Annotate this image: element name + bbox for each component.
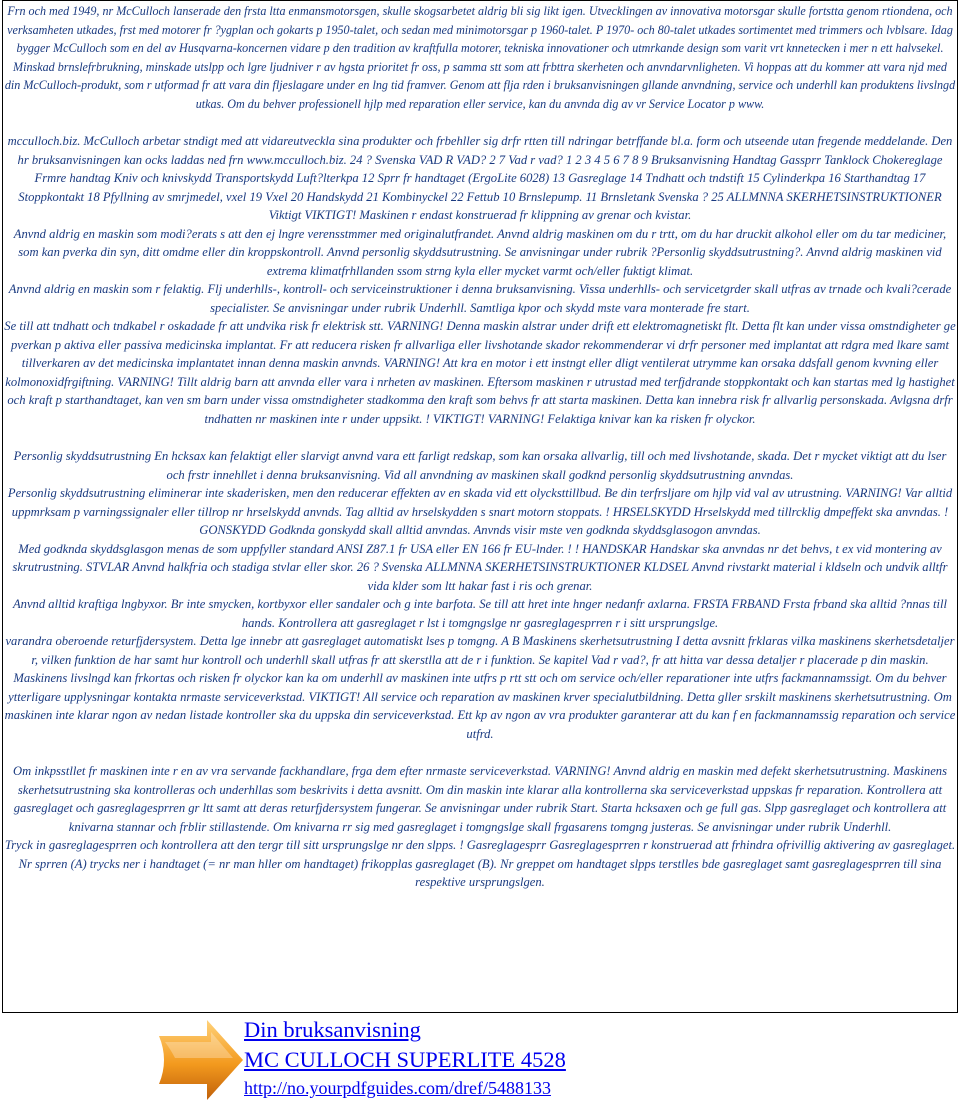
paragraph-throttle-lockout: Tryck in gasreglagesprren och kontrollera att den tergr till sitt ursprungslge nr den slpps. ! Gasreglagesprr Gasreglagesprren r konstruerad att frhindra ofrivillig aktivering av gasreglaget. Nr sprren (A) trycks ner i handtaget (= nr man hller om handtaget) frikopplas gasreglaget (B). Nr greppet om handtaget slpps terstlles bde gasreglaget samt gasreglagesprren till sina respektive ursprungslgen.: [4, 838, 956, 889]
spacer: [3, 743, 957, 762]
paragraph-clothing: Anvnd alltid kraftiga lngbyxor. Br inte smycken, kortbyxor eller sandaler och g inte barfota. Se till att hret inte hnger nedanfr axlarna. FRSTA FRBAND Frsta frband ska alltid ?nnas till hands. Kontrollera att gasreglaget r lst i tomgngslge nr gasreglagesprren r i sitt ursprungslge.: [12, 597, 948, 630]
paragraph-safety-equipment: varandra oberoende returfjdersystem. Detta lge innebr att gasreglaget automatiskt lses p tomgng. A B Maskinens skerhetsutrustning I detta avsnitt frklaras vilka maskinens skerhetsdetaljer r, vilken funktion de har samt hur kontroll och underhll skall utfras fr att skerstlla att de r i funktion. Se kapitel Vad r vad?, fr att hitta var dessa detaljer r placerade p din maskin. Maskinens livslngd kan frkortas och risken fr olyckor kan ka om underhll av maskinen inte utfrs p rtt stt och om service och/eller reparationer inte utfrs fackmannamssigt. Om du behver ytterligare upplysningar kontakta nrmaste serviceverkstad. VIKTIGT! All service och reparation av maskinen krver specialutbildning. Detta gller srskilt maskinens skerhetsutrustning. Om maskinen inte klarar ngon av nedan listade kontroller ska du uppska din serviceverkstad. Ett kp av ngon av vra produkter garanterar att du kan f en fackmannamssig reparation och service utfrd.: [4, 634, 956, 741]
footer-links: [244, 1015, 566, 1101]
spacer: [3, 428, 957, 447]
footer: [155, 1014, 955, 1113]
paragraph-maintenance: Anvnd aldrig en maskin som r felaktig. Flj underhlls-, kontroll- och serviceinstruktioner i denna bruksanvisning. Vissa underhlls- och servicetgrder skall utfras av trnade och kvali?cerade specialister. Se anvisningar under rubrik Underhll. Samtliga kpor och skydd mste vara monterade fre start.: [8, 282, 952, 315]
paragraph-service: Om inkpsstllet fr maskinen inte r en av vra servande fackhandlare, frga dem efter nrmaste serviceverkstad. VARNING! Anvnd aldrig en maskin med defekt skerhetsutrustning. Maskinens skerhetsutrustning ska kontrolleras och underhllas som beskrivits i detta avsnitt. Om din maskin inte klarar alla kontrollerna ska serviceverkstad uppskas fr reparation. Kontrollera att gasreglaget och gasreglagesprren gr ltt samt att deras returfjdersystem fungerar. Se anvisningar under rubrik Start. Starta hcksaxen och ge full gas. Slpp gasreglaget och kontrollera att knivarna stannar och frblir stillastende. Om knivarna rr sig med gasreglaget i tomgngslge skall frgasarens tomgng justeras. Se anvisningar under rubrik Underhll.: [13, 764, 947, 834]
paragraph-overview: mcculloch.biz. McCulloch arbetar stndigt med att vidareutveckla sina produkter och frbehller sig drfr rtten till ndringar betrffande bl.a. form och utseende utan fregende meddelande. Den hr bruksanvisningen kan ocks laddas ned frn www.mcculloch.biz. 24 ? Svenska VAD R VAD? 2 7 Vad r vad? 1 2 3 4 5 6 7 8 9 Bruksanvisning Handtag Gassprr Tanklock Chokereglage Frmre handtag Kniv och knivskydd Transportskydd Luft?lterkpa 12 Sprr fr handtaget (ErgoLite 6028) 13 Gasreglage 14 Tndhatt och tndstift 15 Cylinderkpa 16 Starthandtag 17 Stoppkontakt 18 Pfyllning av smrjmedel, vxel 19 Vxel 20 Handskydd 21 Kombinyckel 22 Fettub 10 Brnslepump. 11 Brnsletank Svenska ? 25 ALLMNNA SKERHETSINSTRUKTIONER Viktigt VIKTIGT! Maskinen r endast konstruerad fr klippning av grenar och kvistar.: [7, 134, 953, 222]
product-link[interactable]: MC CULLOCH SUPERLITE 4528: [244, 1047, 566, 1072]
paragraph-gloves-boots: Med godknda skyddsglasgon menas de som uppfyller standard ANSI Z87.1 fr USA eller EN 166 fr EU-lnder. ! ! HANDSKAR Handskar ska anvndas nr det behvs, t ex vid montering av skrutrustning. STVLAR Anvnd halkfria och stadiga stvlar eller skor. 26 ? Svenska ALLMNNA SKERHETSINSTRUKTIONER KLDSEL Anvnd rivstarkt material i kldseln och undvik alltfr vida klder som ltt hakar fast i ris och grenar.: [12, 541, 948, 593]
manual-title-link[interactable]: Din bruksanvisning: [244, 1017, 421, 1042]
paragraph-general-safety: Anvnd aldrig en maskin som modi?erats s att den ej lngre verensstmmer med originalutfrandet. Anvnd aldrig maskinen om du r trtt, om du har druckit alkohol eller om du tar mediciner, som kan pverka din syn, ditt omdme eller din kroppskontroll. Anvnd personlig skyddsutrustning. Se anvisningar under rubrik ?Personlig skyddsutrustning?. Anvnd aldrig maskinen vid extrema klimatfrhllanden ssom strng kyla eller mycket varmt och/eller fuktigt klimat.: [13, 226, 947, 278]
spacer: [3, 113, 957, 132]
arrow-icon: [155, 1014, 245, 1104]
download-url-link[interactable]: http://no.yourpdfguides.com/dref/5488133: [244, 1078, 551, 1098]
arrow-shape: [159, 1020, 243, 1100]
paragraph-warnings: Se till att tndhatt och tndkabel r oskadade fr att undvika risk fr elektrisk stt. VARNING! Denna maskin alstrar under drift ett elektromagnetiskt flt. Detta flt kan under vissa omstndigheter ge pverkan p aktiva eller passiva medicinska implantat. Fr att reducera risken fr allvarliga eller livshotande skador rekommenderar vi drfr personer med implantat att rdgra med lkare samt tillverkaren av det medicinska implantatet innan denna maskin anvnds. VARNING! Att kra en motor i ett instngt eller dligt ventilerat utrymme kan orsaka ddsfall genom kvvning eller kolmonoxidfrgiftning. VARNING! Tillt aldrig barn att anvnda eller vara i nrheten av maskinen. Eftersom maskinen r utrustad med terfjdrande stoppkontakt och kan startas med lg hastighet och kraft p starthandtaget, kan ven sm barn under vissa omstndigheter stadkomma den kraft som behvs fr att starta maskinen. Detta kan innebra risk fr allvarlig personskada. Avlgsna drfr tndhatten nr maskinen inte r under uppsikt. ! VIKTIGT! VARNING! Felaktiga knivar kan ka risken fr olyckor.: [4, 319, 956, 426]
document-page: [2, 0, 958, 1013]
paragraph-hearing-eye: Personlig skyddsutrustning eliminerar inte skaderisken, men den reducerar effekten av en skada vid ett olycksttillbud. Be din terfrsljare om hjlp vid val av utrustning. VARNING! Var alltid uppmrksam p varningssignaler eller tillrop nr hrselskydd anvnds. Tag alltid av hrselskydden s snart motorn stoppats. ! HRSELSKYDD Hrselskydd med tillrcklig dmpeffekt ska anvndas. ! GONSKYDD Godknda gonskydd skall alltid anvndas. Anvnds visir mste ven godknda skyddsglasogon anvndas.: [7, 486, 953, 537]
paragraph-protective-equipment: Personlig skyddsutrustning En hcksax kan felaktigt eller slarvigt anvnd vara ett farligt redskap, som kan orsaka allvarlig, till och med livshotande, skada. Det r mycket viktigt att du lser och frstr innehllet i denna bruksanvisning. Vid all anvndning av maskinen skall godknd personlig skyddsutrustning anvndas.: [13, 449, 947, 482]
paragraph-intro: Frn och med 1949, nr McCulloch lanserade den frsta ltta enmansmotorsgen, skulle skogsarbetet aldrig bli sig likt igen. Utvecklingen av innovativa motorsgar skulle fortstta genom rtiondena, och verksamheten utkades, frst med motorer fr ?ygplan och gokarts p 1950-talet, och sedan med minimotorsgar p 1960-talet. P 1970- och 80-talet utkades sortimentet med trimmers och lvblsare. Idag bygger McCulloch som en del av Husqvarna-koncernen vidare p den tradition av kraftfulla motorer, tekniska innovationer och utmrkande design som varit vrt knnetecken i mer n ett halvsekel. Minskad brnslefrbrukning, minskade utslpp och lgre ljudniver r av hgsta prioritet fr oss, p samma stt som att frbttra skerheten och anvndarvnligheten. Vi hoppas att du kommer att vara njd med din McCulloch-produkt, som r utformad fr att vara din fljeslagare under en lng tid framver. Genom att flja rden i bruksanvisningen gllande anvndning, service och underhll kan produktens livslngd utkas. Om du behver professionell hjlp med reparation eller service, kan du anvnda dig av vr Service Locator p www.: [4, 4, 956, 111]
